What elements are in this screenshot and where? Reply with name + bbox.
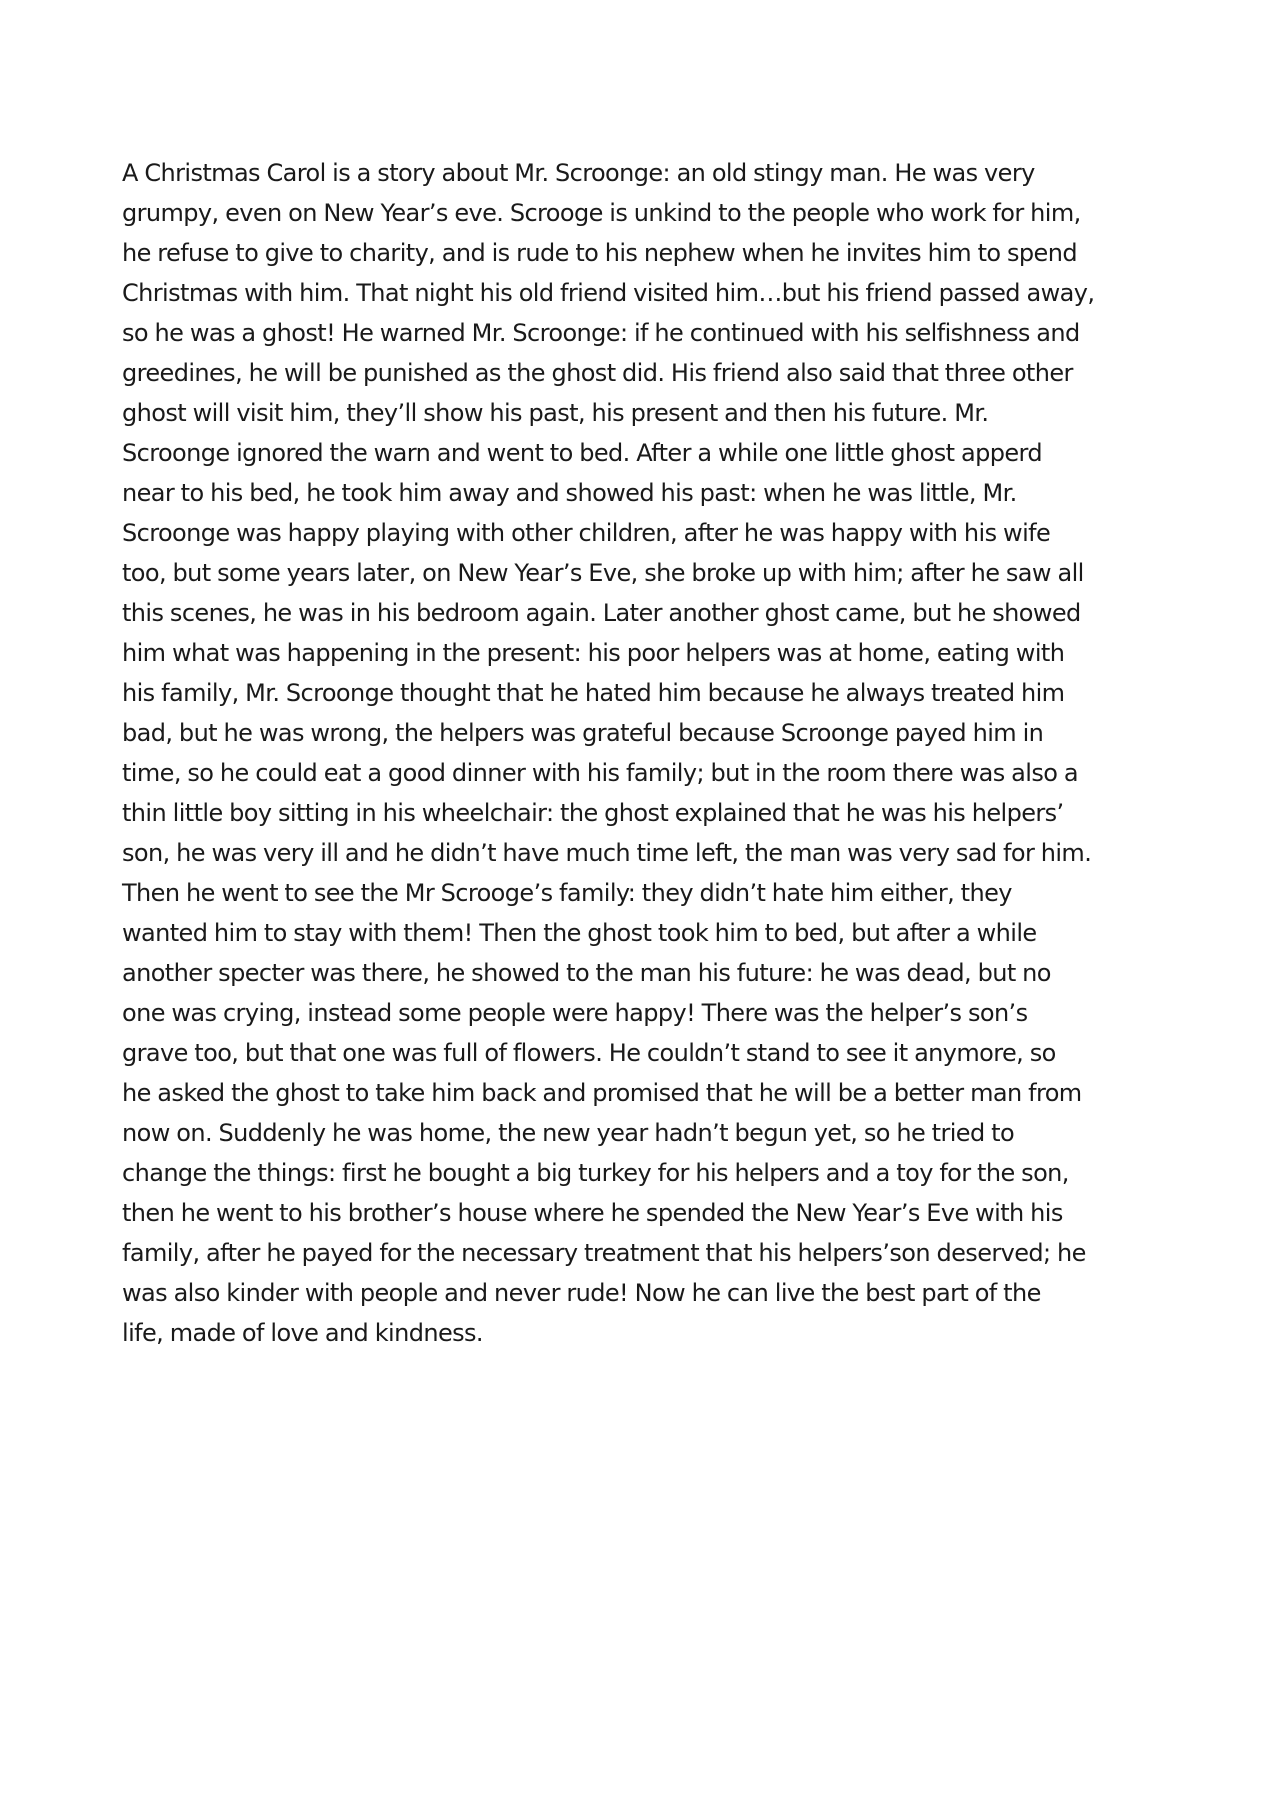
text-line: grave too, but that one was full of flowers. He couldn’t stand to see it anymore, so (122, 1039, 1056, 1067)
text-line: Christmas with him. That night his old friend visited him…but his friend passed away, (122, 279, 1095, 307)
text-line: life, made of love and kindness. (122, 1319, 483, 1347)
text-line: Scroonge ignored the warn and went to bed. After a while one little ghost apperd (122, 439, 1042, 467)
text-line: Scroonge was happy playing with other children, after he was happy with his wife (122, 519, 1051, 547)
text-line: he asked the ghost to take him back and promised that he will be a better man from (122, 1079, 1082, 1107)
text-line: change the things: first he bought a big turkey for his helpers and a toy for the son, (122, 1159, 1069, 1187)
text-line: so he was a ghost! He warned Mr. Scroonge: if he continued with his selfishness and (122, 319, 1080, 347)
text-line: then he went to his brother’s house where he spended the New Year’s Eve with his (122, 1199, 1063, 1227)
text-line: son, he was very ill and he didn’t have much time left, the man was very sad for him. (122, 839, 1092, 867)
text-line: thin little boy sitting in his wheelchair: the ghost explained that he was his helpers’ (122, 799, 1064, 827)
text-line: time, so he could eat a good dinner with his family; but in the room there was also a (122, 759, 1078, 787)
text-line: another specter was there, he showed to the man his future: he was dead, but no (122, 959, 1051, 987)
body-paragraph (122, 153, 1172, 1353)
text-line: wanted him to stay with them! Then the ghost took him to bed, but after a while (122, 919, 1037, 947)
text-line: ghost will visit him, they’ll show his past, his present and then his future. Mr. (122, 399, 989, 427)
text-line: his family, Mr. Scroonge thought that he hated him because he always treated him (122, 679, 1065, 707)
text-line: grumpy, even on New Year’s eve. Scrooge is unkind to the people who work for him, (122, 199, 1081, 227)
text-line: greedines, he will be punished as the ghost did. His friend also said that three other (122, 359, 1073, 387)
text-line: he refuse to give to charity, and is rude to his nephew when he invites him to spend (122, 239, 1077, 267)
text-line: him what was happening in the present: his poor helpers was at home, eating with (122, 639, 1065, 667)
text-line: now on. Suddenly he was home, the new year hadn’t begun yet, so he tried to (122, 1119, 1015, 1147)
text-line: too, but some years later, on New Year’s Eve, she broke up with him; after he saw all (122, 559, 1084, 587)
text-line: Then he went to see the Mr Scrooge’s family: they didn’t hate him either, they (122, 879, 1012, 907)
text-line: A Christmas Carol is a story about Mr. Scroonge: an old stingy man. He was very (122, 159, 1035, 187)
text-line: near to his bed, he took him away and showed his past: when he was little, Mr. (122, 479, 1017, 507)
text-line: bad, but he was wrong, the helpers was grateful because Scroonge payed him in (122, 719, 1044, 747)
text-line: was also kinder with people and never rude! Now he can live the best part of the (122, 1279, 1041, 1307)
text-line: this scenes, he was in his bedroom again. Later another ghost came, but he showed (122, 599, 1081, 627)
text-line: family, after he payed for the necessary treatment that his helpers’son deserved; he (122, 1239, 1086, 1267)
text-line: one was crying, instead some people were happy! There was the helper’s son’s (122, 999, 1028, 1027)
